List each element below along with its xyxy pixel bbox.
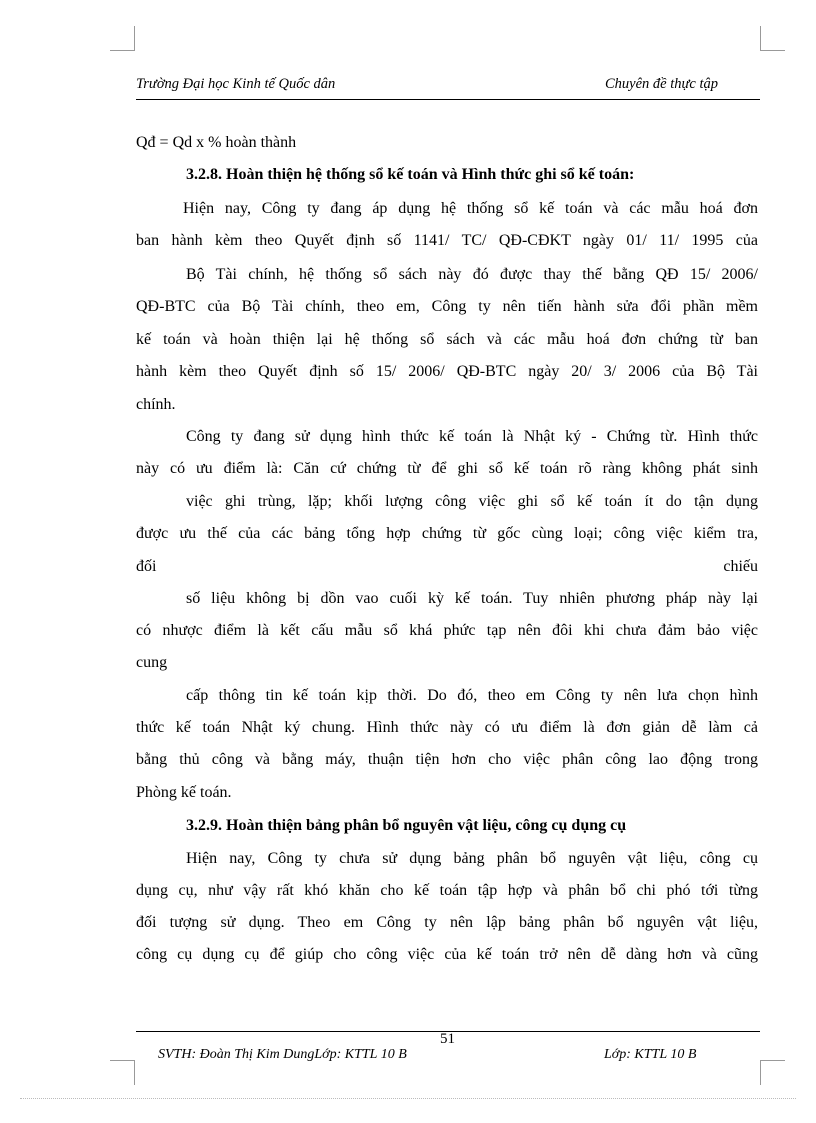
page-number: 51 <box>440 1031 455 1047</box>
paragraph-line: bằng thủ công và bằng máy, thuận tiện hơn cho việc phân công lao động trong <box>136 751 758 768</box>
paragraph-line: kế toán và hoàn thiện lại hệ thống sổ sách và các mẫu hoá đơn chứng từ ban <box>136 331 758 348</box>
paragraph-line: việc ghi trùng, lặp; khối lượng công việc ghi sổ kế toán ít do tận dụng <box>186 493 758 510</box>
footer-student: SVTH: Đoàn Thị Kim DungLớp: KTTL 10 B <box>158 1047 407 1062</box>
paragraph-line: được ưu thế của các bảng tổng hợp chứng từ gốc cùng loại; công việc kiểm tra, <box>136 525 758 542</box>
crop-mark-top-right <box>760 26 785 51</box>
paragraph-line: có nhược điểm là kết cấu mẫu sổ khá phức tạp nên đôi khi chưa đảm bảo việc <box>136 622 758 639</box>
crop-mark-bottom-right <box>760 1060 785 1085</box>
paragraph-line: đối chiếu <box>136 558 758 575</box>
header-school: Trường Đại học Kinh tế Quốc dân <box>136 76 336 92</box>
paragraph-line: công cụ dụng cụ để giúp cho công việc của kế toán trở nên dễ dàng hơn và cũng <box>136 946 758 963</box>
paragraph-line: Bộ Tài chính, hệ thống sổ sách này đó được thay thế bằng QĐ 15/ 2006/ <box>186 266 758 283</box>
paragraph-line: Hiện nay, Công ty đang áp dụng hệ thống sổ kế toán và các mẫu hoá đơn <box>183 200 758 217</box>
section-heading-328: 3.2.8. Hoàn thiện hệ thống sổ kế toán và Hình thức ghi sổ kế toán: <box>186 166 635 183</box>
paragraph-line: số liệu không bị dồn vao cuối kỳ kế toán. Tuy nhiên phương pháp này lại <box>186 590 758 607</box>
paragraph-line: Phòng kế toán. <box>136 784 232 801</box>
header-title: Chuyên đề thực tập <box>604 76 718 92</box>
crop-mark-bottom-left <box>110 1060 135 1085</box>
paragraph-line: đối tượng sử dụng. Theo em Công ty nên lập bảng phân bổ nguyên vật liệu, <box>136 914 758 931</box>
crop-mark-top-left <box>110 26 135 51</box>
page-edge-line <box>20 1098 796 1099</box>
paragraph-line: này có ưu điểm là: Căn cứ chứng từ để ghi sổ kế toán rõ ràng không phát sinh <box>136 460 758 477</box>
paragraph-line: Hiện nay, Công ty chưa sử dụng bảng phân bổ nguyên vật liệu, công cụ <box>186 850 758 867</box>
paragraph-line: cấp thông tin kế toán kịp thời. Do đó, theo em Công ty nên lưa chọn hình <box>186 687 758 704</box>
paragraph-line: hành kèm theo Quyết định số 15/ 2006/ QĐ-BTC ngày 20/ 3/ 2006 của Bộ Tài <box>136 363 758 380</box>
paragraph-line: ban hành kèm theo Quyết định số 1141/ TC/ QĐ-CĐKT ngày 01/ 11/ 1995 của <box>136 232 758 249</box>
paragraph-line: thức kế toán Nhật ký chung. Hình thức này có ưu điểm là đơn giản dễ làm cả <box>136 719 758 736</box>
formula-line: Qđ = Qd x % hoàn thành <box>136 134 297 151</box>
paragraph-line: dụng cụ, như vậy rất khó khăn cho kế toán tập hợp và phân bổ chi phó tới từng <box>136 882 758 899</box>
paragraph-line: cung <box>136 654 168 671</box>
page-header <box>136 76 760 98</box>
section-heading-329: 3.2.9. Hoàn thiện bảng phân bổ nguyên vật liệu, công cụ dụng cụ <box>186 817 627 834</box>
paragraph-line: chính. <box>136 396 176 413</box>
header-divider <box>136 99 760 100</box>
footer-class: Lớp: KTTL 10 B <box>604 1047 697 1062</box>
paragraph-line: QĐ-BTC của Bộ Tài chính, theo em, Công ty nên tiến hành sửa đổi phần mềm <box>136 298 758 315</box>
paragraph-line: Công ty đang sử dụng hình thức kế toán là Nhật ký - Chứng từ. Hình thức <box>186 428 758 445</box>
